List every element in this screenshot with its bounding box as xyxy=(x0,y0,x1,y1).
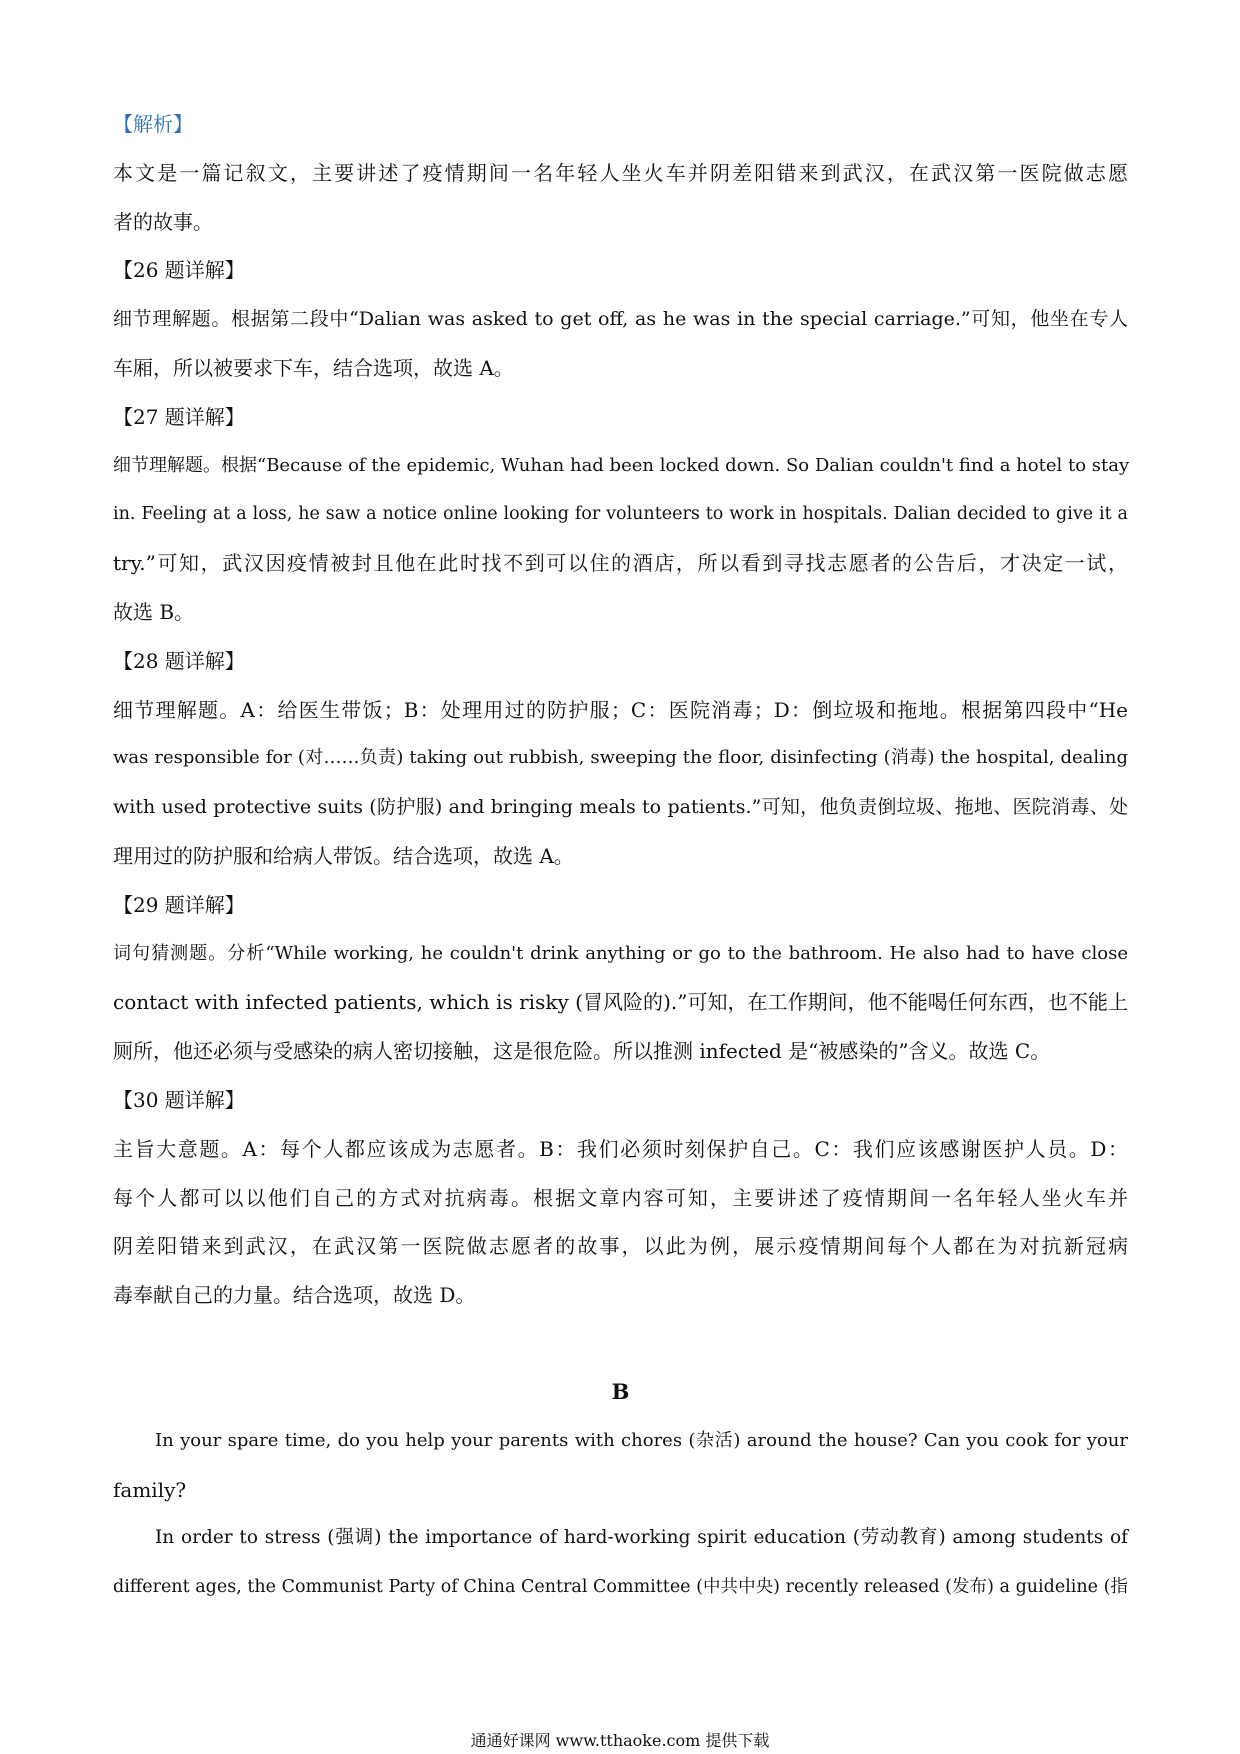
question-text-line: 主旨大意题。A：每个人都应该成为志愿者。B：我们必须时刻保护自己。C：我们应该感谢医护人员。D： xyxy=(113,1136,1128,1161)
question-text-line: with used protective suits (防护服) and bringing meals to patients.”可知，他负责倒垃圾、拖地、医院消毒、处 xyxy=(113,796,1128,819)
page-footer: 通通好课网 www.tthaoke.com 提供下载 xyxy=(470,1731,770,1750)
question-text-line: 车厢，所以被要求下车，结合选项，故选 A。 xyxy=(113,355,514,380)
passage-line: In order to stress (强调) the importance of hard-working spirit education (劳动教育) among students of xyxy=(155,1527,1128,1549)
question-text-line: 理用过的防护服和给病人带饭。结合选项，故选 A。 xyxy=(113,843,574,868)
question-heading: 【27 题详解】 xyxy=(113,404,245,429)
question-text-line: 阴差阳错来到武汉，在武汉第一医院做志愿者的故事，以此为例，展示疫情期间每个人都在为对抗新冠病 xyxy=(113,1234,1128,1259)
analysis-label: 【解析】 xyxy=(113,112,193,136)
passage-line: family? xyxy=(113,1477,187,1502)
section-title: B xyxy=(611,1378,630,1404)
question-text-line: 毒奉献自己的力量。结合选项，故选 D。 xyxy=(113,1283,476,1308)
question-heading: 【28 题详解】 xyxy=(113,648,245,673)
passage-line: different ages, the Communist Party of China Central Committee (中共中央) recently released (发布) a guideline (指 xyxy=(113,1577,1128,1598)
question-text-line: 词句猜测题。分析“While working, he couldn't drink anything or go to the bathroom. He also had to have close xyxy=(113,942,1128,964)
question-text-line: 故选 B。 xyxy=(113,599,195,624)
question-heading: 【30 题详解】 xyxy=(113,1087,245,1112)
question-heading: 【29 题详解】 xyxy=(113,892,245,917)
question-text-line: try.”可知，武汉因疫情被封且他在此时找不到可以住的酒店，所以看到寻找志愿者的公告后，才决定一试， xyxy=(113,551,1128,576)
question-text-line: 厕所，他还必须与受感染的病人密切接触，这是很危险。所以推测 infected 是“被感染的”含义。故选 C。 xyxy=(113,1039,1051,1064)
document-content xyxy=(113,100,1128,1612)
question-text-line: 细节理解题。根据第二段中“Dalian was asked to get off, as he was in the special carriage.”可知，他坐在专人 xyxy=(113,308,1128,331)
passage-line: In your spare time, do you help your parents with chores (杂活) around the house? Can you cook for your xyxy=(155,1429,1128,1451)
question-text-line: 细节理解题。A：给医生带饭；B：处理用过的防护服；C：医院消毒；D：倒垃圾和拖地。根据第四段中“He xyxy=(113,697,1128,722)
question-text-line: contact with infected patients, which is risky (冒风险的).”可知，在工作期间，他不能喝任何东西，也不能上 xyxy=(113,990,1128,1015)
question-text-line: 每个人都可以以他们自己的方式对抗病毒。根据文章内容可知，主要讲述了疫情期间一名年轻人坐火车并 xyxy=(113,1185,1128,1210)
intro-line: 本文是一篇记叙文，主要讲述了疫情期间一名年轻人坐火车并阴差阳错来到武汉，在武汉第一医院做志愿 xyxy=(113,160,1128,185)
question-text-line: 细节理解题。根据“Because of the epidemic, Wuhan had been locked down. So Dalian couldn't find a hotel to stay xyxy=(113,454,1130,476)
intro-line: 者的故事。 xyxy=(113,209,213,234)
question-text-line: in. Feeling at a loss, he saw a notice online looking for volunteers to work in hospitals. Dalian decided to give it a xyxy=(113,504,1128,525)
question-heading: 【26 题详解】 xyxy=(113,258,245,283)
question-text-line: was responsible for (对……负责) taking out rubbish, sweeping the floor, disinfecting (消毒) the hospital, dealing xyxy=(113,747,1128,769)
